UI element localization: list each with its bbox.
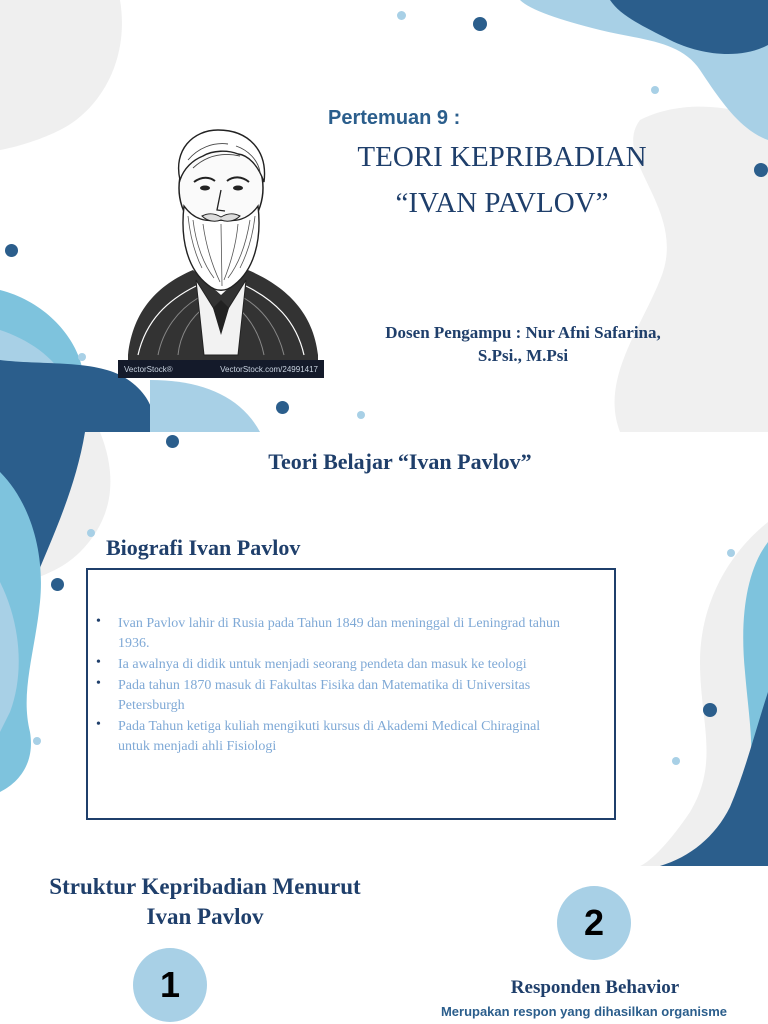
number-circle-2: 2 — [557, 886, 631, 960]
title-line-2: “IVAN PAVLOV” — [395, 187, 609, 219]
decor-dot — [357, 411, 365, 419]
decor-dot — [727, 549, 735, 557]
watermark-url: VectorStock.com/24991417 — [220, 364, 318, 374]
list-item: • Pada Tahun ketiga kuliah mengikuti kursus di Akademi Medical Chiraginal untuk menjadi ahli Fisiologi — [118, 717, 574, 757]
meeting-label: Pertemuan 9 : — [328, 107, 461, 129]
list-item: • Ia awalnya di didik untuk menjadi seorang pendeta dan masuk ke teologi — [118, 655, 574, 675]
slide-structure — [0, 866, 768, 1024]
decor-dot — [276, 401, 289, 414]
decor-dot — [651, 86, 659, 94]
structure-title-line-2: Ivan Pavlov — [146, 904, 264, 929]
decor-dot — [87, 529, 95, 537]
decor-dot — [397, 11, 406, 20]
title-line-1: TEORI KEPRIBADIAN — [357, 141, 647, 173]
slide2-heading: Teori Belajar “Ivan Pavlov” — [268, 449, 532, 474]
list-item: • Ivan Pavlov lahir di Rusia pada Tahun 1849 dan meninggal di Leningrad tahun 1936. — [118, 614, 574, 654]
decor-dot — [672, 757, 680, 765]
image-watermark — [118, 360, 324, 378]
decor-dot — [473, 17, 487, 31]
biography-title: Biografi Ivan Pavlov — [106, 535, 301, 560]
lecturer-line-1: Dosen Pengampu : Nur Afni Safarina, — [385, 323, 661, 342]
responden-behavior-title: Responden Behavior — [510, 977, 680, 998]
decor-dot — [78, 353, 86, 361]
list-item: • Pada tahun 1870 masuk di Fakultas Fisika dan Matematika di Universitas Petersburgh — [118, 676, 574, 716]
ivan-pavlov-portrait — [118, 120, 324, 378]
watermark-brand: VectorStock® — [124, 364, 173, 374]
decor-dot — [754, 163, 768, 177]
responden-behavior-desc: Merupakan respon yang dihasilkan organisme — [440, 1004, 728, 1019]
decor-dot — [703, 703, 717, 717]
structure-title-line-1: Struktur Kepribadian Menurut — [49, 874, 361, 899]
slide-title — [0, 0, 768, 432]
number-circle-1: 1 — [133, 948, 207, 1022]
biography-box — [86, 568, 616, 820]
lecturer-line-2: S.Psi., M.Psi — [477, 346, 569, 365]
grey-blob-top-left — [0, 0, 122, 150]
decor-dot — [33, 737, 41, 745]
biography-list — [88, 570, 614, 757]
decor-dot — [51, 578, 64, 591]
decor-dot — [166, 435, 179, 448]
slide-biography — [0, 432, 768, 866]
light-blob-bottom-mid — [150, 380, 260, 432]
decor-dot — [5, 244, 18, 257]
